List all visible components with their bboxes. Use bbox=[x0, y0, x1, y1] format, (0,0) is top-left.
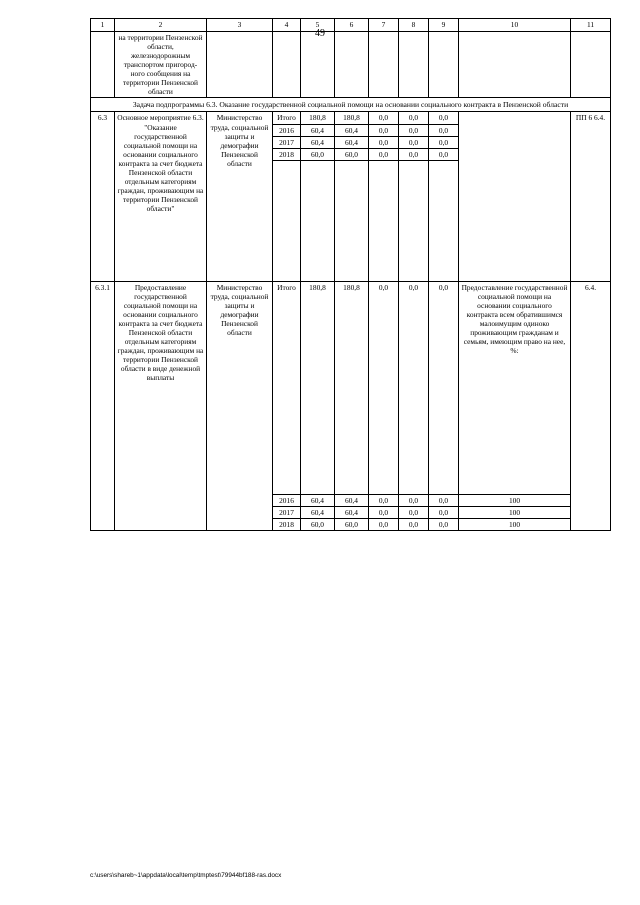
value-cell: 60,4 bbox=[335, 136, 369, 148]
year-cell: 2016 bbox=[273, 494, 301, 506]
row-6-3-executor: Министерство труда, социальной защиты и демографии Пензенской области bbox=[207, 112, 273, 281]
value-cell: 0,0 bbox=[399, 136, 429, 148]
value-cell: 0,0 bbox=[369, 281, 399, 494]
value-cell: 0,0 bbox=[429, 136, 459, 148]
col-number-5: 5 bbox=[301, 19, 335, 32]
page-number: 49 bbox=[315, 28, 325, 39]
value-cell: 0,0 bbox=[429, 148, 459, 160]
value-cell: 180,8 bbox=[301, 112, 335, 124]
row-6-3-code: ПП 6 6.4. bbox=[571, 112, 611, 281]
column-number-row bbox=[91, 19, 611, 32]
continuation-activity: на территории Пензенской области, железнодорожным транспортом пригород-ного сообщения на территории Пензенской области bbox=[115, 32, 207, 98]
year-cell: 2018 bbox=[273, 148, 301, 160]
value-cell: 0,0 bbox=[429, 518, 459, 530]
value-cell: 60,4 bbox=[301, 124, 335, 136]
program-table-wrapper bbox=[90, 18, 610, 531]
value-cell: 0,0 bbox=[429, 494, 459, 506]
value-cell: 0,0 bbox=[429, 281, 459, 494]
value-cell: 60,4 bbox=[301, 506, 335, 518]
col-number-7: 7 bbox=[369, 19, 399, 32]
value-cell: 60,4 bbox=[301, 136, 335, 148]
row-6-3-1-executor: Министерство труда, социальной защиты и демографии Пензенской области bbox=[207, 281, 273, 530]
col-number-2: 2 bbox=[115, 19, 207, 32]
value-cell: 0,0 bbox=[399, 281, 429, 494]
year-cell: Итого bbox=[273, 112, 301, 124]
value-cell: 0,0 bbox=[429, 506, 459, 518]
value-cell: 0,0 bbox=[369, 124, 399, 136]
value-cell: 60,0 bbox=[301, 518, 335, 530]
value-cell: 180,8 bbox=[335, 281, 369, 494]
value-cell: 60,4 bbox=[301, 494, 335, 506]
task-title-row bbox=[91, 98, 611, 112]
year-cell: Итого bbox=[273, 281, 301, 494]
value-cell: 100 bbox=[459, 518, 571, 530]
value-cell: 0,0 bbox=[399, 494, 429, 506]
footer-file-path: c:\users\shareb~1\appdata\local\temp\tmptest\79944bf188-ras.docx bbox=[90, 872, 282, 879]
year-cell: 2017 bbox=[273, 506, 301, 518]
row-6-3-1-total bbox=[91, 281, 611, 494]
row-6-3-number: 6.3 bbox=[91, 112, 115, 281]
program-table bbox=[90, 18, 611, 531]
value-cell: 0,0 bbox=[369, 148, 399, 160]
col-number-3: 3 bbox=[207, 19, 273, 32]
value-cell: 0,0 bbox=[369, 518, 399, 530]
value-cell: 0,0 bbox=[399, 148, 429, 160]
value-cell: 0,0 bbox=[369, 506, 399, 518]
row-6-3-1-number: 6.3.1 bbox=[91, 281, 115, 530]
value-cell: 0,0 bbox=[399, 518, 429, 530]
year-cell: 2017 bbox=[273, 136, 301, 148]
value-cell: 0,0 bbox=[369, 112, 399, 124]
value-cell: 0,0 bbox=[369, 136, 399, 148]
continuation-row bbox=[91, 32, 611, 98]
col-number-9: 9 bbox=[429, 19, 459, 32]
value-cell: 0,0 bbox=[429, 124, 459, 136]
row-6-3-total bbox=[91, 112, 611, 124]
col-number-6: 6 bbox=[335, 19, 369, 32]
value-cell: 100 bbox=[459, 506, 571, 518]
task-title: Задача подпрограммы 6.3. Оказание государственной социальной помощи на основании социального контракта в Пензенской области bbox=[91, 98, 611, 112]
value-cell: 60,0 bbox=[301, 148, 335, 160]
col-number-11: 11 bbox=[571, 19, 611, 32]
value-cell: 60,0 bbox=[335, 148, 369, 160]
row-6-3-activity: Основное мероприятие 6.3. "Оказание государственной социальной помощи на основании социального контракта за счет бюджета Пензенской области отдельным категориям граждан, проживающим на территории Пензенской области" bbox=[115, 112, 207, 281]
value-cell: 0,0 bbox=[399, 112, 429, 124]
col-number-4: 4 bbox=[273, 19, 301, 32]
value-cell: 0,0 bbox=[399, 506, 429, 518]
col-number-10: 10 bbox=[459, 19, 571, 32]
value-cell: 100 bbox=[459, 494, 571, 506]
value-cell: 60,4 bbox=[335, 124, 369, 136]
row-6-3-1-indicator: Предоставление государственной социальной помощи на основании социального контракта всем обратившимся малоимущим одиноко проживающим гражданам и семьям, имеющим право на нее, %: bbox=[459, 281, 571, 494]
value-cell: 0,0 bbox=[369, 494, 399, 506]
row-6-3-indicator bbox=[459, 112, 571, 281]
value-cell: 180,8 bbox=[301, 281, 335, 494]
value-cell: 60,4 bbox=[335, 494, 369, 506]
value-cell: 60,4 bbox=[335, 506, 369, 518]
year-cell: 2018 bbox=[273, 518, 301, 530]
value-cell: 60,0 bbox=[335, 518, 369, 530]
row-6-3-1-activity: Предоставление государственной социальной помощи на основании социального контракта за счет бюджета Пензенской области отдельным категориям граждан, проживающим на территории Пензенской области в виде денежной выплаты bbox=[115, 281, 207, 530]
year-cell: 2016 bbox=[273, 124, 301, 136]
value-cell: 0,0 bbox=[429, 112, 459, 124]
col-number-8: 8 bbox=[399, 19, 429, 32]
row-6-3-1-code: 6.4. bbox=[571, 281, 611, 530]
value-cell: 180,8 bbox=[335, 112, 369, 124]
col-number-1: 1 bbox=[91, 19, 115, 32]
value-cell: 0,0 bbox=[399, 124, 429, 136]
